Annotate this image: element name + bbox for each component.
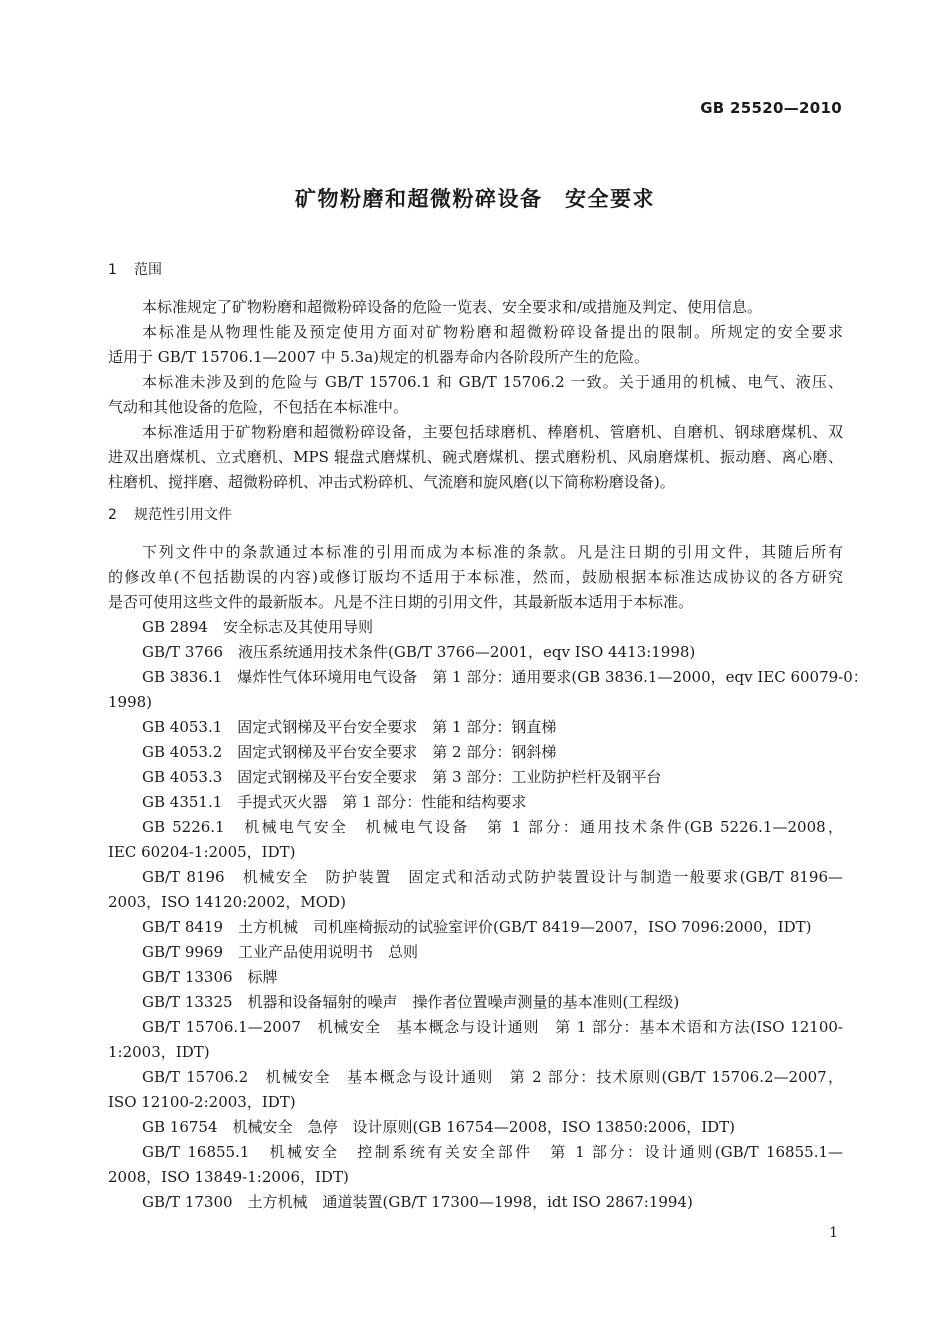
document-title: 矿物粉磨和超微粉碎设备 安全要求 xyxy=(295,187,655,211)
scope-line: 适用于 GB/T 15706.1—2007 中 5.3a)规定的机器寿命内各阶段所产生的危险。 xyxy=(108,348,649,366)
scope-line: 本标准是从物理性能及预定使用方面对矿物粉磨和超微粉碎设备提出的限制。所规定的安全要求 xyxy=(142,323,843,341)
reference-line: GB 2894 安全标志及其使用导则 xyxy=(142,618,373,636)
reference-line: GB/T 3766 液压系统通用技术条件(GB/T 3766—2001，eqv ISO 4413:1998) xyxy=(142,643,696,661)
section-2-number: 2 xyxy=(108,507,117,523)
section-1-title: 范围 xyxy=(134,262,162,278)
scope-line: 本标准适用于矿物粉磨和超微粉碎设备，主要包括球磨机、棒磨机、管磨机、自磨机、钢球磨煤机、双 xyxy=(142,423,843,441)
reference-line: GB/T 8196 机械安全 防护装置 固定式和活动式防护装置设计与制造一般要求(GB/T 8196— xyxy=(142,868,843,886)
reference-line: GB 5226.1 机械电气安全 机械电气设备 第 1 部分：通用技术条件(GB 5226.1—2008， xyxy=(142,818,843,836)
scope-line: 本标准未涉及到的危险与 GB/T 15706.1 和 GB/T 15706.2 一致。关于通用的机械、电气、液压、 xyxy=(142,373,843,391)
reference-line: 下列文件中的条款通过本标准的引用而成为本标准的条款。凡是注日期的引用文件，其随后所有 xyxy=(142,543,843,561)
section-1-heading xyxy=(108,258,843,283)
page-number: 1 xyxy=(829,1225,838,1241)
scope-line: 进双出磨煤机、立式磨机、MPS 辊盘式磨煤机、碗式磨煤机、摆式磨粉机、风扇磨煤机、振动磨、离心磨、 xyxy=(108,448,843,466)
reference-line: GB 4351.1 手提式灭火器 第 1 部分：性能和结构要求 xyxy=(142,793,527,811)
document-body xyxy=(108,258,868,1215)
scope-line: 柱磨机、搅拌磨、超微粉碎机、冲击式粉碎机、气流磨和旋风磨(以下简称粉磨设备)。 xyxy=(108,473,675,491)
section-1-number: 1 xyxy=(108,262,117,278)
scope-line: 气动和其他设备的危险，不包括在本标准中。 xyxy=(108,398,409,416)
reference-line: GB 3836.1 爆炸性气体环境用电气设备 第 1 部分：通用要求(GB 3836.1—2000，eqv IEC 60079-0： xyxy=(142,668,868,686)
reference-line: GB 4053.1 固定式钢梯及平台安全要求 第 1 部分：钢直梯 xyxy=(142,718,557,736)
reference-line: GB 4053.2 固定式钢梯及平台安全要求 第 2 部分：钢斜梯 xyxy=(142,743,557,761)
reference-line: 1998) xyxy=(108,693,153,711)
reference-line: IEC 60204-1:2005，IDT) xyxy=(108,843,296,861)
reference-line: GB/T 15706.2 机械安全 基本概念与设计通则 第 2 部分：技术原则(GB/T 15706.2—2007， xyxy=(142,1068,843,1086)
reference-line: GB/T 8419 土方机械 司机座椅振动的试验室评价(GB/T 8419—2007，ISO 7096:2000，IDT) xyxy=(142,918,812,936)
reference-line: 2008，ISO 13849-1:2006，IDT) xyxy=(108,1168,349,1186)
reference-line: GB/T 17300 土方机械 通道装置(GB/T 17300—1998，idt ISO 2867:1994) xyxy=(142,1193,693,1211)
reference-line: GB/T 13306 标牌 xyxy=(142,968,278,986)
reference-line: GB 16754 机械安全 急停 设计原则(GB 16754—2008，ISO 13850:2006，IDT) xyxy=(142,1118,736,1136)
reference-line: GB/T 15706.1—2007 机械安全 基本概念与设计通则 第 1 部分：基本术语和方法(ISO 12100- xyxy=(142,1018,843,1036)
reference-line: 是否可使用这些文件的最新版本。凡是不注日期的引用文件，其最新版本适用于本标准。 xyxy=(108,593,694,611)
reference-line: 1:2003，IDT) xyxy=(108,1043,210,1061)
reference-line: 2003，ISO 14120:2002，MOD) xyxy=(108,893,346,911)
reference-line: 的修改单(不包括勘误的内容)或修订版均不适用于本标准，然而，鼓励根据本标准达成协议的各方研究 xyxy=(108,568,843,586)
section-2-heading xyxy=(108,503,843,528)
reference-line: GB 4053.3 固定式钢梯及平台安全要求 第 3 部分：工业防护栏杆及钢平台 xyxy=(142,768,662,786)
reference-line: ISO 12100-2:2003，IDT) xyxy=(108,1093,296,1111)
section-2-title: 规范性引用文件 xyxy=(134,507,232,523)
scope-line: 本标准规定了矿物粉磨和超微粉碎设备的危险一览表、安全要求和/或措施及判定、使用信息。 xyxy=(142,298,763,316)
reference-line: GB/T 13325 机器和设备辐射的噪声 操作者位置噪声测量的基本准则(工程级) xyxy=(142,993,680,1011)
reference-line: GB/T 16855.1 机械安全 控制系统有关安全部件 第 1 部分：设计通则(GB/T 16855.1— xyxy=(142,1143,843,1161)
standard-number: GB 25520—2010 xyxy=(700,99,842,117)
reference-line: GB/T 9969 工业产品使用说明书 总则 xyxy=(142,943,419,961)
